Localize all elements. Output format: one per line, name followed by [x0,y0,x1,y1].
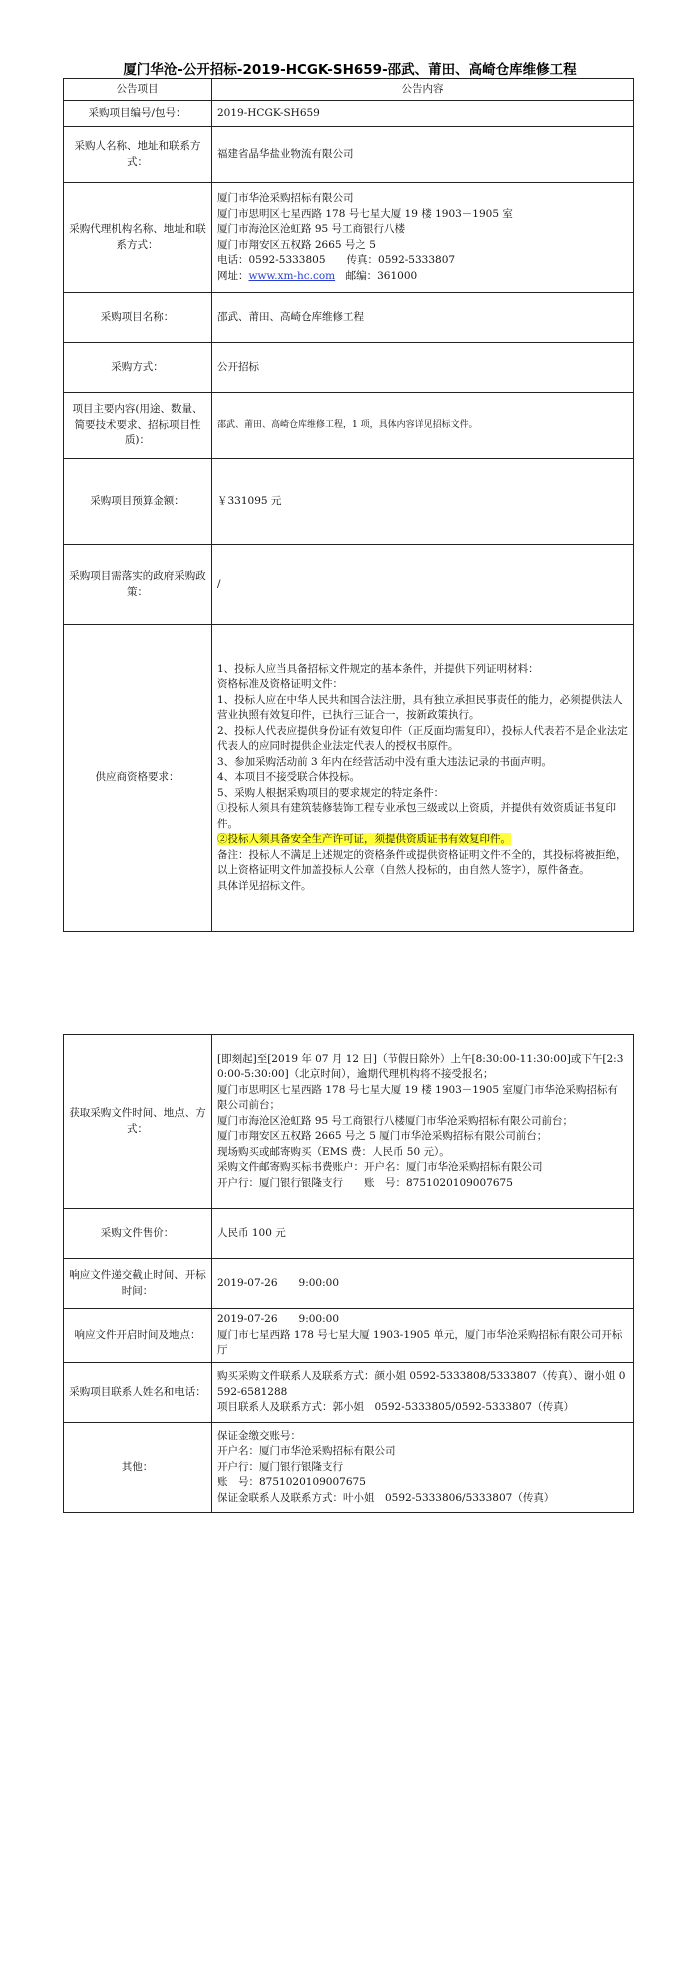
obtain-line: [即刻起]至[2019 年 07 月 12 日]（节假日除外）上午[8:30:00-11:30:00]或下午[2:30:00-5:30:00]（北京时间），逾期代理机构将不接受报名； [217,1052,624,1081]
highlighted-requirement: ②投标人须具备安全生产许可证，须提供资质证书有效复印件。 [217,833,511,846]
row-value [212,1423,634,1513]
row-supplier-qualification [64,625,634,932]
row-value: / [212,545,634,625]
row-label: 采购项目编号/包号： [64,101,212,127]
agency-line: 厦门市海沧区沧虹路 95 号工商银行八楼 [217,223,406,235]
row-label: 响应文件开启时间及地点： [64,1309,212,1363]
row-label: 采购人名称、地址和联系方式： [64,127,212,183]
row-gov-policy [64,545,634,625]
qualification-line: 备注：投标人不满足上述规定的资格条件或提供资格证明文件不全的，其投标将被拒绝，以上资格证明文件加盖投标人公章（自然人投标的，由自然人签字），原件备查。 [217,848,627,877]
row-value: 邵武、莆田、高崎仓库维修工程，1 项，具体内容详见招标文件。 [212,393,634,459]
row-label: 采购文件售价： [64,1209,212,1259]
other-line: 账 号：8751020109007675 [217,1476,366,1489]
obtain-line: 开户行：厦门银行银隆支行 账 号：8751020109007675 [217,1176,513,1189]
obtain-line: 厦门市思明区七星西路 178 号七星大厦 19 楼 1903－1905 室厦门市华沧采购招标有限公司前台； [217,1083,618,1112]
row-value: 公开招标 [212,343,634,393]
row-label: 供应商资格要求： [64,625,212,932]
row-obtain-documents [64,1035,634,1209]
qualification-line: 5、采购人根据采购项目的要求规定的特定条件： [217,786,445,799]
contact-line: 购买采购文件联系人及联系方式：颜小姐 0592-5333808/5333807（传真）、谢小姐 0592-6581288 [217,1370,626,1398]
obtain-line: 厦门市海沧区沧虹路 95 号工商银行八楼厦门市华沧采购招标有限公司前台； [217,1114,574,1127]
row-label: 其他： [64,1423,212,1513]
obtain-line: 厦门市翔安区五权路 2665 号之 5 厦门市华沧采购招标有限公司前台； [217,1130,548,1143]
obtain-line: 现场购买或邮寄购买（EMS 费：人民币 50 元）。 [217,1145,450,1158]
row-value: 邵武、莆田、高崎仓库维修工程 [212,293,634,343]
row-project-number [64,101,634,127]
website-link[interactable]: www.xm-hc.com [248,269,336,282]
row-label: 采购方式： [64,343,212,393]
row-value: 人民币 100 元 [212,1209,634,1259]
row-value [212,183,634,293]
row-document-price [64,1209,634,1259]
qualification-line: 1、投标人应在中华人民共和国合法注册，具有独立承担民事责任的能力，必须提供法人营业执照有效复印件，已执行三证合一，按新政策执行。 [217,693,623,722]
qualification-line: 4、本项目不接受联合体投标。 [217,771,361,784]
qualification-line: ①投标人须具有建筑装修装饰工程专业承包三级或以上资质，并提供有效资质证书复印件。 [217,802,616,830]
qualification-line: 3、参加采购活动前 3 年内在经营活动中没有重大违法记录的书面声明。 [217,755,553,768]
qualification-line: 具体详见招标文件。 [217,879,312,892]
row-value [212,1309,634,1363]
row-agency [64,183,634,293]
row-purchaser [64,127,634,183]
other-line: 保证金联系人及联系方式：叶小姐 0592-5333806/5333807（传真） [217,1491,555,1504]
row-deadline [64,1259,634,1309]
header-content: 公告内容 [212,79,634,101]
row-label: 采购项目需落实的政府采购政策： [64,545,212,625]
row-value [212,625,634,932]
other-line: 开户名：厦门市华沧采购招标有限公司 [217,1445,396,1458]
row-project-content [64,393,634,459]
qualification-line: 1、投标人应当具备招标文件规定的基本条件，并提供下列证明材料： [217,662,539,675]
row-project-name [64,293,634,343]
web-label: 网址： [217,269,249,282]
row-value [212,1363,634,1423]
announcement-table-2 [63,1034,634,1513]
opening-line: 厦门市七星西路 178 号七星大厦 1903-1905 单元，厦门市华沧采购招标有限公司开标厅 [217,1328,623,1357]
row-procurement-method [64,343,634,393]
row-label: 获取采购文件时间、地点、方式： [64,1035,212,1209]
postcode: 邮编：361000 [335,269,418,282]
agency-line: 厦门市华沧采购招标有限公司 [217,192,354,204]
row-value: ￥331095 元 [212,459,634,545]
obtain-line: 采购文件邮寄购买标书费账户：开户名：厦门市华沧采购招标有限公司 [217,1161,543,1174]
other-line: 保证金缴交账号： [217,1429,301,1442]
row-value: 福建省晶华盐业物流有限公司 [212,127,634,183]
contact-line: 项目联系人及联系方式：郭小姐 0592-5333805/0592-5333807（传真） [217,1401,575,1414]
agency-line: 电话：0592-5333805 传真：0592-5333807 [217,254,456,266]
agency-web-line [217,269,628,285]
row-label: 项目主要内容(用途、数量、简要技术要求、招标项目性质)： [64,393,212,459]
document-title: 厦门华沧-公开招标-2019-HCGK-SH659-邵武、莆田、高崎仓库维修工程 [123,62,577,78]
row-budget [64,459,634,545]
row-contacts [64,1363,634,1423]
table-header-row [64,79,634,101]
row-label: 采购项目名称： [64,293,212,343]
qualification-line: 2、投标人代表应提供身份证有效复印件（正反面均需复印），投标人代表若不是企业法定代表人的应同时提供企业法定代表人的授权书原件。 [217,724,628,753]
row-other [64,1423,634,1513]
opening-line: 2019-07-26 9:00:00 [217,1313,340,1326]
row-opening [64,1309,634,1363]
header-item: 公告项目 [64,79,212,101]
row-label: 采购项目联系人姓名和电话： [64,1363,212,1423]
agency-line: 厦门市思明区七星西路 178 号七星大厦 19 楼 1903－1905 室 [217,207,513,220]
announcement-table-1 [63,78,634,932]
row-value: 2019-07-26 9:00:00 [212,1259,634,1309]
row-label: 响应文件递交截止时间、开标时间： [64,1259,212,1309]
qualification-line: 资格标准及资格证明文件： [217,678,343,691]
row-value: 2019-HCGK-SH659 [212,101,634,127]
row-value [212,1035,634,1209]
other-line: 开户行：厦门银行银隆支行 [217,1460,343,1473]
row-label: 采购代理机构名称、地址和联系方式： [64,183,212,293]
row-label: 采购项目预算金额： [64,459,212,545]
agency-line: 厦门市翔安区五权路 2665 号之 5 [217,238,376,251]
